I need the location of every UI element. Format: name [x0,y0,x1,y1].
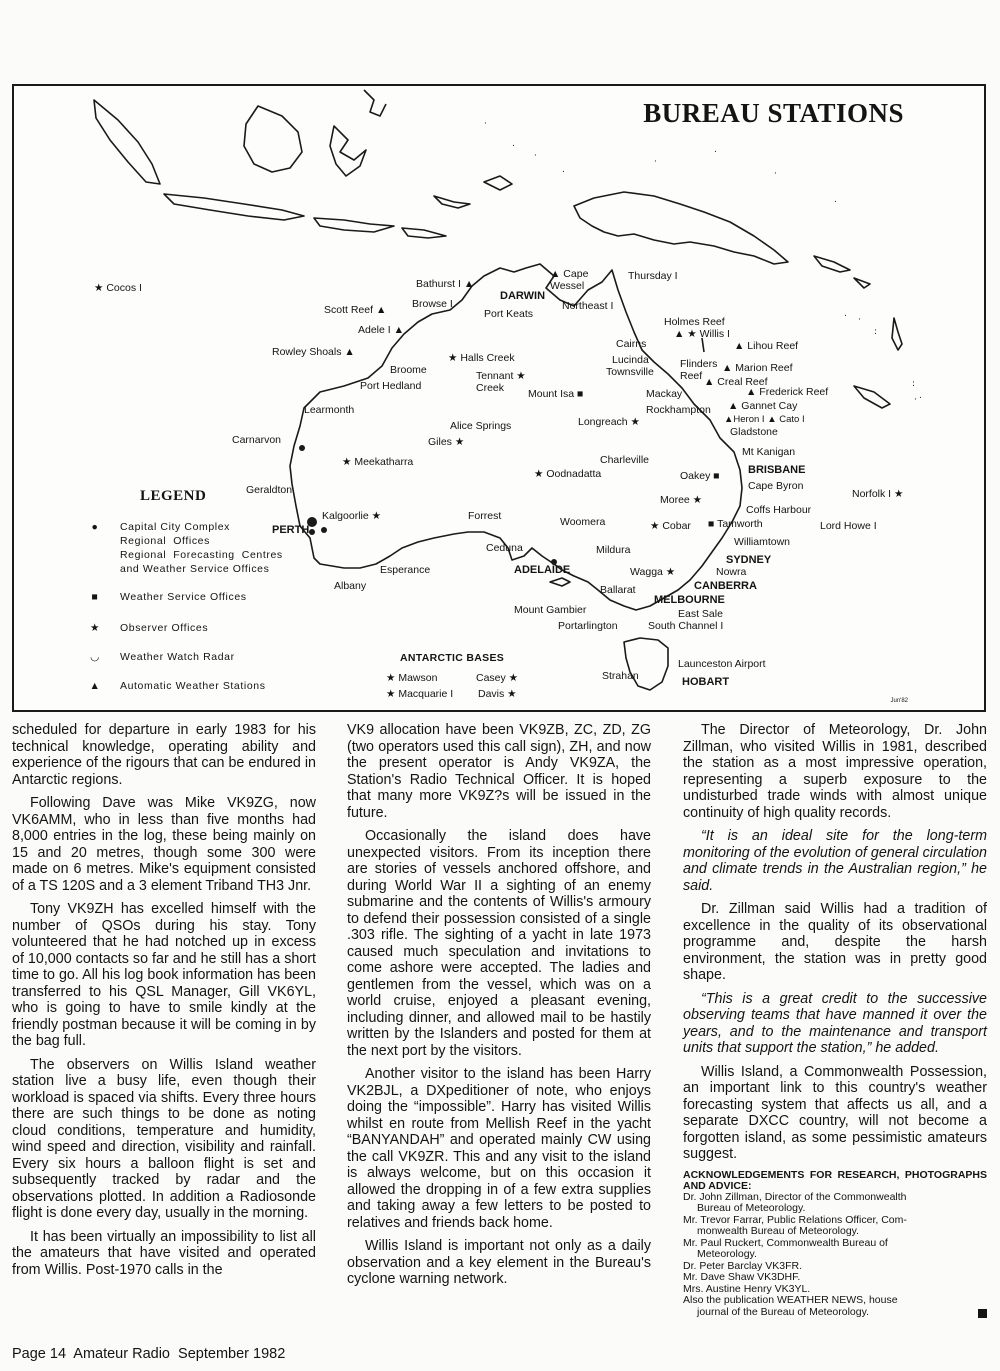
map-title: BUREAU STATIONS [643,98,904,128]
antarctic-title: ANTARCTIC BASES [400,652,505,664]
label-kalgoorlie: Kalgoorlie ★ [322,510,382,522]
label-brisbane: BRISBANE [748,464,806,476]
article-paragraph: The observers on Willis Island weather station live a busy life, even though their workload is spaced via shifts. Every three hours there are such things to be done as noting cloud conditions, temperature and humidity, wind speed and direction, visibility and rainfall. Every six hours a balloon flight is set and subsequently tracked by radar and the observations plotted. In addition a Radiosonde flight is done every day, usually in the morning. [12,1056,316,1221]
tasmania-coastline [624,638,668,690]
label-ceduna: Ceduna [486,542,523,554]
label-casey: Casey ★ [476,672,519,684]
article-paragraph: The Director of Meteorology, Dr. John Zillman, who visited Willis in 1981, described the station as a most impressive operation, representing a superb exposure to the undisturbed trade winds with almost unique continuity of high quality records. [683,722,987,821]
svg-text:·: · [858,315,861,325]
new-guinea-coastline [574,192,788,264]
label-mackay: Mackay [646,388,683,400]
acknowledgement-line: Bureau of Meteorology. [697,1202,806,1214]
acknowledgement-line: Also the publication WEATHER NEWS, house [683,1294,898,1306]
article-column-3 [683,722,987,1318]
end-of-article-mark [978,1309,987,1318]
label-carnarvon: Carnarvon [232,434,282,446]
acknowledgement-line: journal of the Bureau of Meteorology. [683,1307,987,1319]
article-paragraph: Dr. Zillman said Willis had a tradition of excellence in the quality of its observational programme and, despite the harsh environment, the station was in pretty good shape. [683,901,987,983]
label-nowra: Nowra [716,566,747,578]
label-scott-reef: Scott Reef ▲ [324,304,387,316]
acknowledgement-line: Meteorology. [697,1248,757,1260]
label-cape-byron: Cape Byron [748,480,804,492]
article-paragraph: Following Dave was Mike VK9ZG, now VK6AMM, who in less than five months had 8,000 entries in the log, these being mainly on 15 and 20 metres, though some 300 were made on 6 metres. Mike's equipment consisted of a TS 120S and a 3 element Triband TH3 Jnr. [12,795,316,894]
label-flinders: Flinders Reef [680,358,718,382]
article-paragraph: VK9 allocation have been VK9ZB, ZC, ZD, ZG (two operators used this call sign), ZH, and now the present operator is Andy VK9ZA, the Station's Radio Technical Officer. It is hoped that many more VK9Z?s will be issued in the future. [347,722,651,821]
label-oodnadatta: ★ Oodnadatta [534,468,602,480]
label-mount-isa: Mount Isa ■ [528,388,584,400]
svg-text:·: · [914,395,917,405]
label-macquarie: ★ Macquarie I [386,688,454,700]
legend-star-icon: ★ [89,622,100,634]
label-ballarat: Ballarat [600,584,636,596]
page-footer: Page 14 Amateur Radio September 1982 [12,1346,286,1362]
label-lucinda: Lucinda [612,354,649,366]
bureau-stations-map: : . · . · : · . · . · . · . BUREAU STATIONS ★ Cocos I Bathurst I ▲ DARWIN ▲ Cape Wessel Northeast I Thursday I Scott Reef ▲ Browse I Port Keats Adele I ▲ Holmes Reef ▲ ★ Willis I ▲ Lihou Reef Rowley Shoals ▲ Broome ★ Halls Creek Cairns Lucinda Townsville Flinders Reef ▲ Marion Reef ▲ Creal Reef Port Hedland Tennant ★ Creek Mount Isa ■ Mackay ▲ Frederick Reef ▲ Gannet Cay Learmonth Rockhampton ▲Heron I ▲ Cato I Alice Springs Longreach ★ Gladstone Carnarvon Giles ★ Mt Kanigan ★ Meekatharra Charleville BRISBANE ★ Oodnadatta Oakey ■ Cape Byron Geraldton Moree ★ Norfolk I ★ Kalgoorlie ★ Forrest Coffs Harbour PERTH Woomera ★ Cobar ■ Tamworth Lord Howe I Ceduna Williamtown Mildura SYDNEY Esperance Albany ADELAIDE Wagga ★ Nowra CANBERRA Ballarat MELBOURNE Mount Gambier East Sale Portarlington South Channel I Launceston Airport Strahan HOBART LEGEND ● Capital City Complex Regional Offices Regional Forecasting Centres and Weather Service Offices ■ Weather Service Offices ★ Observer Offices ◡ Weather Watch Radar ▲ Automatic Weather Stations ANTARCTIC BASES ★ Mawson Casey ★ ★ Macquarie I Davis ★ Jun'82 [12,84,986,712]
label-east-sale: East Sale [678,608,723,620]
article-column-2 [347,722,651,1295]
label-holmes-reef: Holmes Reef [664,316,725,328]
legend-square-icon: ■ [91,591,99,603]
svg-text:.: . [919,391,922,401]
label-launceston: Launceston Airport [678,658,766,670]
label-rowley: Rowley Shoals ▲ [272,346,355,358]
map-credit: Jun'82 [890,698,908,704]
legend-title: LEGEND [140,488,207,504]
article-paragraph: It has been virtually an impossibility to list all the amateurs that have visited and operated from Willis. Post-1970 calls in the [12,1228,316,1278]
label-williamtown: Williamtown [734,536,791,548]
label-portarlington: Portarlington [558,620,618,632]
acknowledgement-line: monwealth Bureau of Meteorology. [697,1225,860,1237]
label-port-keats: Port Keats [484,308,534,320]
label-melbourne: MELBOURNE [654,594,725,606]
label-geraldton: Geraldton [246,484,293,496]
label-forrest: Forrest [468,510,502,522]
label-townsville: Townsville [606,366,654,378]
label-willis: ▲ ★ Willis I [674,328,730,340]
label-esperance: Esperance [380,564,431,576]
label-mildura: Mildura [596,544,631,556]
label-frederick: ▲ Frederick Reef [746,386,829,398]
svg-text:·: · [654,157,657,167]
label-strahan: Strahan [602,670,639,682]
label-cairns: Cairns [616,338,647,350]
label-broome: Broome [390,364,427,376]
article-paragraph: Occasionally the island does have unexpected visitors. From its inception there are stories of vessels anchored offshore, and during World War II a sighting of an enemy submarine and the contents of Willis's armoury to defend their possession consisted of a single .303 rifle. The sighting of a yacht in late 1973 caused much speculation and invitations to come ashore were accepted. The ladies and gentlemen from the vessel, which was on a world cruise, enjoyed a pleasant evening, including dinner, and allowed mail to be hastily written by the Islanders and posted for them at the next port by the visitors. [347,828,651,1059]
label-alice-springs: Alice Springs [450,420,512,432]
label-heron-cato: ▲Heron I ▲ Cato I [724,414,805,425]
article-paragraph: Another visitor to the island has been Harry VK2BJL, a DXpeditioner of note, who enjoys doing the “impossible”. Harry has visited Willis whilst en route from Mellish Reef in the yacht “BANYANDAH” and operated mainly CW using the call VK9ZR. This and any visit to the island is always welcome, but on this occasion it allowed the dropping in of a few extra supplies and taking away a few letters to be posted to relatives and friends back home. [347,1066,651,1231]
label-bathurst: Bathurst I ▲ [416,278,475,290]
label-port-hedland: Port Hedland [360,380,422,392]
legend-triangle-icon: ▲ [89,680,101,692]
svg-text:.: . [714,145,717,155]
label-moree: Moree ★ [660,494,703,506]
article-paragraph: “It is an ideal site for the long-term monitoring of the evolution of general circulation and climate trends in the Australian region,” he said. [683,828,987,894]
svg-text:.: . [512,139,515,149]
label-adelaide: ADELAIDE [514,564,571,576]
label-giles: Giles ★ [428,436,465,448]
label-lihou: ▲ Lihou Reef [734,340,799,352]
label-cape-wessel: ▲ Cape Wessel [550,268,589,292]
label-lord-howe: Lord Howe I [820,520,877,532]
label-mawson: ★ Mawson [386,672,438,684]
acknowledgement-line: Dr. Peter Barclay VK3FR. [683,1259,803,1272]
label-creal: ▲ Creal Reef [704,376,768,388]
acknowledgement-line: Mr. Trevor Farrar, Public Relations Officer, Com- [683,1213,907,1226]
article-paragraph: Tony VK9ZH has excelled himself with the number of QSOs during his stay. Tony volunteered that he had notched up in excess of 10,000 contacts so far and he still has a short time to go. All his log book information has been transferred to his QSL Manager, Gill VK6YL, who is going to have to smile kindly at the friendly postman because it will be coming in by the bag full. [12,901,316,1049]
label-browse: Browse I [412,298,453,310]
label-thursday: Thursday I [628,270,678,282]
label-rockhampton: Rockhampton [646,404,711,416]
label-perth: PERTH [272,524,310,536]
label-norfolk: Norfolk I ★ [852,488,904,500]
label-tennant-creek: Tennant ★ Creek [476,370,526,394]
article-paragraph: scheduled for departure in early 1983 for his technical knowledge, operating ability and experience of the rigours that can be endured in Antarctic regions. [12,722,316,788]
label-albany: Albany [334,580,367,592]
acknowledgement-line: Dr. John Zillman, Director of the Commonwealth [683,1190,907,1203]
acknowledgements-heading: ACKNOWLEDGEMENTS FOR RESEARCH, PHOTOGRAPHS AND ADVICE: [683,1168,987,1192]
svg-text:.: . [562,165,565,175]
label-canberra: CANBERRA [694,580,757,592]
label-cocos: ★ Cocos I [94,282,142,294]
svg-text::: : [912,379,916,389]
label-adele: Adele I ▲ [358,324,404,336]
label-sydney: SYDNEY [726,554,772,566]
label-darwin: DARWIN [500,290,546,302]
label-northeast: Northeast I [562,300,614,312]
label-gannet: ▲ Gannet Cay [728,400,798,412]
label-wagga: Wagga ★ [630,566,676,578]
label-tamworth: ■ Tamworth [708,518,763,530]
label-davis: Davis ★ [478,688,517,700]
legend-circle-icon: ● [91,521,99,533]
label-woomera: Woomera [560,516,606,528]
label-oakey: Oakey ■ [680,470,720,482]
article-column-1 [12,722,316,1285]
label-marion: ▲ Marion Reef [722,362,793,374]
article-paragraph: “This is a great credit to the successive observing teams that have manned it over the years, and to the maintenance and transport units that support the station,” he added. [683,990,987,1056]
label-charleville: Charleville [600,454,650,466]
svg-text::: : [874,327,878,337]
acknowledgement-line: Mrs. Austine Henry VK3YL. [683,1282,811,1295]
svg-text:·: · [484,119,487,129]
svg-text:.: . [834,195,837,205]
australia-map-outline [14,86,984,710]
label-learmonth: Learmonth [304,404,355,416]
label-hobart: HOBART [682,676,730,688]
label-halls-creek: ★ Halls Creek [448,352,515,364]
acknowledgement-line: Mr. Paul Ruckert, Commonwealth Bureau of [683,1236,888,1249]
legend-radar-icon: ◡ [90,651,100,663]
acknowledgement-line: Mr. Dave Shaw VK3DHF. [683,1271,801,1283]
label-mount-gambier: Mount Gambier [514,604,587,616]
svg-text:.: . [844,309,847,319]
label-cobar: ★ Cobar [650,520,691,532]
label-meekatharra: ★ Meekatharra [342,456,414,468]
svg-text:·: · [534,151,537,161]
label-gladstone: Gladstone [730,426,778,438]
label-longreach: Longreach ★ [578,416,640,428]
article-paragraph: Willis Island, a Commonwealth Possession, an important link to this country's weather forecasting system that affects us all, and a separate DXCC country, will not become a forgotten island, as some pessimistic amateurs suggest. [683,1063,987,1162]
label-south-channel: South Channel I [648,620,724,632]
article-paragraph: Willis Island is important not only as a daily observation and a key element in the Bureau's cyclone warning network. [347,1238,651,1287]
label-mt-kanigan: Mt Kanigan [742,446,796,458]
svg-text:·: · [774,169,777,179]
label-coffs-harbour: Coffs Harbour [746,504,812,516]
